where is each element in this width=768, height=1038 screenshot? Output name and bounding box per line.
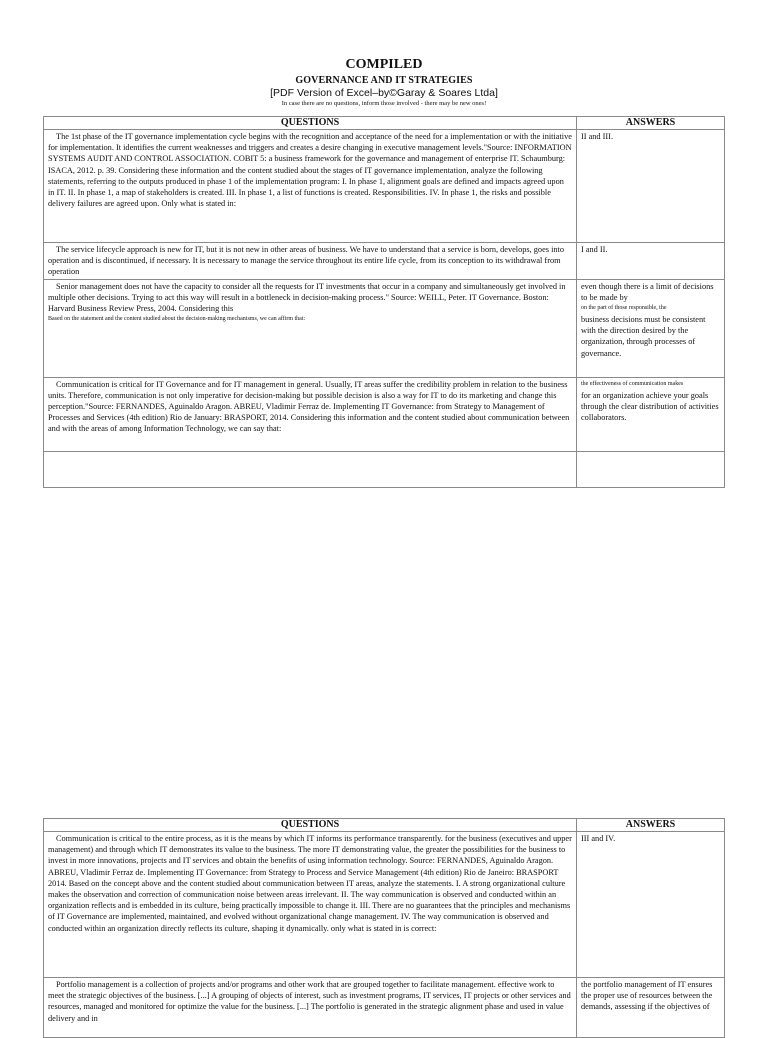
table-header-row — [44, 117, 725, 130]
answer-cell: III and IV. — [577, 832, 725, 978]
question-cell: Communication is critical for IT Governance and for IT management in general. Usually, IT areas suffer the credibility problem in relation to the business units. Therefore, communication is not only imperative for decision-making but possible decision is also a way for IT to do its marketing and change this perception."Source: FERNANDES, Aguinaldo Aragon. ABREU, Vladimir Ferraz de. Implementing IT Governance: from Strategy to Management of Processes and Services (4th edition) Rio de January: BRASPORT, 2014. Considering this information and the content studied about communication between and with the areas of among Information Technology, we can say that: — [44, 377, 577, 451]
table-row — [44, 377, 725, 451]
question-cell: Communication is critical to the entire process, as it is the means by which IT informs its performance transparently. for the business (executives and upper management) and through which IT demonstrates its value to the business. The more IT demonstrating value, the greater the possibilities for the business to invest in more innovations, projects and IT services and obtain the benefits of using information technology. Source: FERNANDES, Aguinaldo Aragon. ABREU, Vladimir Ferraz de. Implementing IT Governance: from Strategy to Process and Service Management (4th edition) Rio de Janeiro: BRASPORT 2014. Based on the concept above and the content studied about communication between IT areas, analyze the statements. I. A strong organizational culture makes the observation and correction of communication noise between areas irrelevant. II. The way communication is observed and conducted within an organization reflects and is embedded in its culture, being practically impossible to change it. III. There are no guarantees that the principles and mechanisms of IT Governance are implemented, maintained, and evolved without organizational change management. IV. The way communication is observed and conducted within an organization directly reflects its culture, shaping it dynamically. only what is stated in is correct: — [44, 832, 577, 978]
doc-title: COMPILED — [345, 57, 423, 72]
table-header-row — [44, 819, 725, 832]
table-row — [44, 243, 725, 280]
table-row — [44, 279, 725, 377]
table-row — [44, 832, 725, 978]
answers-header: ANSWERS — [577, 117, 725, 130]
answer-cell: II and III. — [577, 130, 725, 243]
doc-subtitle: GOVERNANCE AND IT STRATEGIES — [295, 75, 473, 86]
question-cell: The 1st phase of the IT governance implementation cycle begins with the recognition and acceptance of the need for a implementation or with the initiative for implementation. It identifies the current weaknesses and triggers and creates a desire changing in executive management levels."Source: INFORMATION SYSTEMS AUDIT AND CONTROL ASSOCIATION. COBIT 5: a business framework for the governance and management of enterprise IT. Schaumburg: ISACA, 2012. p. 39. Considering these information and the content studied about the stages of IT governance implementation, analyze the following statements, referring to the outputs produced in phase 1 of the implementation program: I. In phase 1, alignment goals are defined and impacts agreed upon in IT. II. In phase 1, a map of stakeholders is created. III. In phase 1, a list of functions is created. Responsibilities. IV. In phase 1, the risks and possible delivery failures are agreed upon. Only what is stated in: — [44, 130, 577, 243]
qa-table — [43, 116, 725, 488]
questions-header: QUESTIONS — [44, 117, 577, 130]
questions-header: QUESTIONS — [44, 819, 577, 832]
answer-cell: the effectiveness of communication makes for an organization achieve your goals through the clear distribution of activities collaborators. — [577, 377, 725, 451]
question-cell: Senior management does not have the capacity to consider all the requests for IT investments that occur in a company and simultaneously get involved in multiple other decisions. Trying to act this way will result in a bottleneck in decision-making process." Source: WEILL, Peter. IT Governance. Boston: Harvard Business Review Press, 2004. Considering this Based on the statement and the content studied about the decision-making mechanisms, we can affirm that: — [44, 279, 577, 377]
question-cell: The service lifecycle approach is new for IT, but it is not new in other areas of business. We have to understand that a service is born, develops, goes into operation and is discontinued, if necessary. It is necessary to manage the service throughout its entire life cycle, from its conception to its withdrawal from operation — [44, 243, 577, 280]
answers-header: ANSWERS — [577, 819, 725, 832]
answer-cell: even though there is a limit of decisions to be made by on the part of those responsible, the business decisions must be consistent with the direction desired by the organization, through processes of governance. — [577, 279, 725, 377]
table-row — [44, 130, 725, 243]
answer-cell — [577, 451, 725, 487]
table-row — [44, 978, 725, 1038]
question-cell — [44, 451, 577, 487]
answer-cell: the portfolio management of IT ensures the proper use of resources between the demands, assessing if the objectives of — [577, 978, 725, 1038]
doc-note: In case there are no questions, inform those involved - there may be new ones! — [281, 100, 487, 107]
doc-source: [PDF Version of Excel–by©Garay & Soares Ltda] — [270, 87, 498, 99]
answer-cell: I and II. — [577, 243, 725, 280]
qa-table — [43, 818, 725, 1038]
table-row — [44, 451, 725, 487]
question-cell: Portfolio management is a collection of projects and/or programs and other work that are grouped together to facilitate management. effective work to meet the strategic objectives of the business. [...] A grouping of objects of interest, such as investment programs, IT services, IT projects or other services and resources, managed and monitored for optimize the value for the business. [...] The portfolio is generated in the strategic alignment phase and used in value delivery and in — [44, 978, 577, 1038]
